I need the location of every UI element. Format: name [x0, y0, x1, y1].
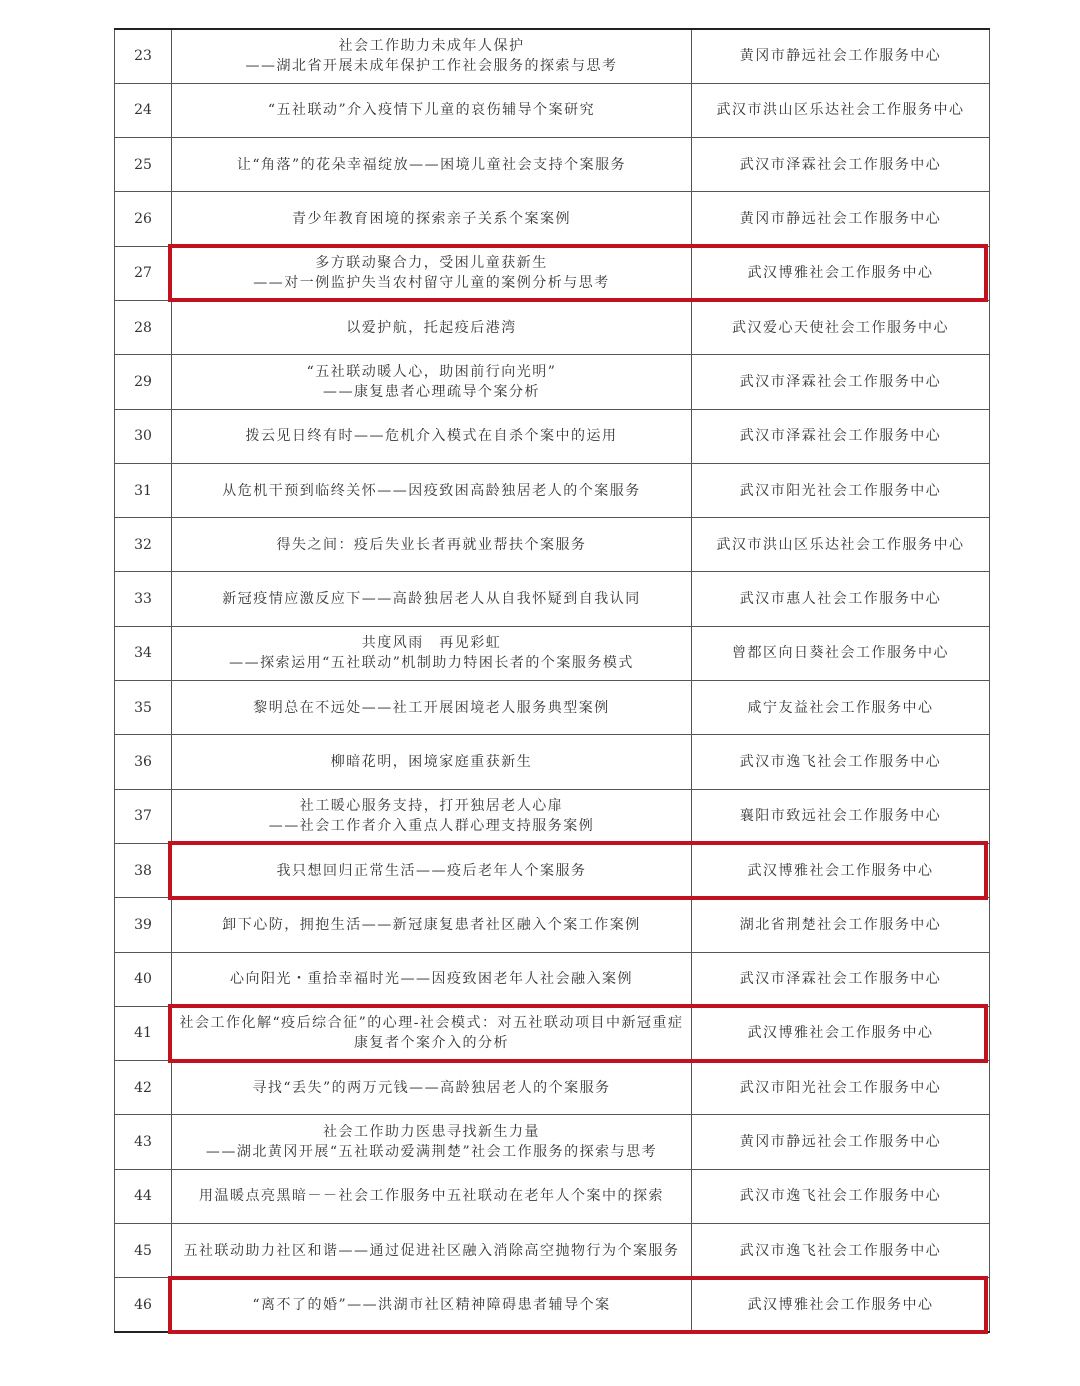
case-title-line: 寻找“丢失”的两万元钱——高龄独居老人的个案服务: [252, 1079, 611, 1096]
row-number: 36: [115, 735, 172, 789]
case-title-cell: [172, 1006, 692, 1060]
case-title-cell: [172, 1115, 692, 1169]
case-title-line: 社工暖心服务支持，打开独居老人心扉: [299, 798, 564, 815]
case-title-cell: [172, 1061, 692, 1115]
table-row: [115, 789, 990, 843]
row-number: 29: [115, 355, 172, 409]
case-title-line: “五社联动”介入疫情下儿童的哀伤辅导个案研究: [267, 102, 596, 119]
organization-cell: 黄冈市静远社会工作服务中心: [692, 192, 990, 246]
organization-cell: 咸宁友益社会工作服务中心: [692, 681, 990, 735]
case-title-line: “五社联动暖人心，助困前行向光明”: [306, 363, 557, 380]
case-title-line: ——湖北省开展未成年保护工作社会服务的探索与思考: [245, 58, 618, 75]
case-title-line: ——对一例监护失当农村留守儿童的案例分析与思考: [253, 275, 610, 292]
table-row: [115, 138, 990, 192]
row-number: 41: [115, 1006, 172, 1060]
table-row: [115, 843, 990, 897]
case-title-cell: [172, 843, 692, 897]
table-row: [115, 1169, 990, 1223]
table-row: [115, 1061, 990, 1115]
row-number: 23: [115, 29, 172, 83]
case-title-line: 卸下心防，拥抱生活——新冠康复患者社区融入个案工作案例: [222, 916, 641, 933]
organization-cell: 武汉市洪山区乐达社会工作服务中心: [692, 518, 990, 572]
row-number: 43: [115, 1115, 172, 1169]
organization-cell: 武汉市逸飞社会工作服务中心: [692, 1224, 990, 1278]
case-list-table: [114, 28, 990, 1333]
table-row: [115, 1006, 990, 1060]
row-number: 40: [115, 952, 172, 1006]
table-row: [115, 681, 990, 735]
case-title-cell: [172, 138, 692, 192]
row-number: 46: [115, 1278, 172, 1332]
case-title-line: 用温暖点亮黑暗－－社会工作服务中五社联动在老年人个案中的探索: [199, 1188, 664, 1205]
organization-cell: 黄冈市静远社会工作服务中心: [692, 29, 990, 83]
case-title-line: 拨云见日终有时——危机介入模式在自杀个案中的运用: [245, 428, 618, 445]
table-row: [115, 898, 990, 952]
row-number: 27: [115, 246, 172, 300]
table-row: [115, 1115, 990, 1169]
organization-cell: 武汉市逸飞社会工作服务中心: [692, 735, 990, 789]
case-title-cell: [172, 952, 692, 1006]
organization-cell: 武汉市洪山区乐达社会工作服务中心: [692, 83, 990, 137]
case-title-cell: [172, 29, 692, 83]
case-title-line: “离不了的婚”——洪湖市社区精神障碍患者辅导个案: [252, 1296, 611, 1313]
row-number: 24: [115, 83, 172, 137]
row-number: 33: [115, 572, 172, 626]
case-title-cell: [172, 898, 692, 952]
case-title-line: 得失之间：疫后失业长者再就业帮扶个案服务: [276, 536, 587, 553]
table-row: [115, 1278, 990, 1332]
table-row: [115, 626, 990, 680]
organization-cell: 武汉市泽霖社会工作服务中心: [692, 138, 990, 192]
organization-cell: 湖北省荆楚社会工作服务中心: [692, 898, 990, 952]
organization-cell: 武汉市惠人社会工作服务中心: [692, 572, 990, 626]
case-title-cell: [172, 300, 692, 354]
case-title-cell: [172, 572, 692, 626]
case-title-line: 心向阳光・重拾幸福时光——因疫致困老年人社会融入案例: [230, 971, 633, 988]
case-title-cell: [172, 409, 692, 463]
table-row: [115, 952, 990, 1006]
table-row: [115, 518, 990, 572]
row-number: 26: [115, 192, 172, 246]
table-row: [115, 409, 990, 463]
organization-cell: 武汉市逸飞社会工作服务中心: [692, 1169, 990, 1223]
row-number: 28: [115, 300, 172, 354]
case-title-cell: [172, 355, 692, 409]
case-title-line: 黎明总在不远处——社工开展困境老人服务典型案例: [253, 699, 610, 716]
case-title-line: 多方联动聚合力，受困儿童获新生: [315, 255, 548, 272]
case-title-cell: [172, 246, 692, 300]
row-number: 32: [115, 518, 172, 572]
row-number: 25: [115, 138, 172, 192]
organization-cell: 武汉爱心天使社会工作服务中心: [692, 300, 990, 354]
case-title-line: 五社联动助力社区和谐——通过促进社区融入消除高空抛物行为个案服务: [183, 1242, 680, 1259]
organization-cell: 武汉博雅社会工作服务中心: [692, 246, 990, 300]
table-body: [115, 29, 990, 1332]
organization-cell: 曾都区向日葵社会工作服务中心: [692, 626, 990, 680]
row-number: 30: [115, 409, 172, 463]
case-title-cell: [172, 83, 692, 137]
organization-cell: 黄冈市静远社会工作服务中心: [692, 1115, 990, 1169]
case-title-line: ——探索运用“五社联动”机制助力特困长者的个案服务模式: [229, 655, 634, 672]
organization-cell: 襄阳市致远社会工作服务中心: [692, 789, 990, 843]
case-title-cell: [172, 192, 692, 246]
table-row: [115, 463, 990, 517]
organization-cell: 武汉博雅社会工作服务中心: [692, 1278, 990, 1332]
case-title-line: 让“角落”的花朵幸福绽放——困境儿童社会支持个案服务: [236, 156, 627, 173]
case-title-cell: [172, 681, 692, 735]
row-number: 44: [115, 1169, 172, 1223]
row-number: 37: [115, 789, 172, 843]
case-title-line: 共度风雨 再见彩虹: [361, 635, 502, 652]
row-number: 34: [115, 626, 172, 680]
organization-cell: 武汉市阳光社会工作服务中心: [692, 463, 990, 517]
case-title-cell: [172, 1224, 692, 1278]
organization-cell: 武汉市泽霖社会工作服务中心: [692, 409, 990, 463]
case-title-cell: [172, 626, 692, 680]
organization-cell: 武汉市泽霖社会工作服务中心: [692, 355, 990, 409]
table-row: [115, 246, 990, 300]
case-title-cell: [172, 789, 692, 843]
row-number: 39: [115, 898, 172, 952]
organization-cell: 武汉市阳光社会工作服务中心: [692, 1061, 990, 1115]
case-title-line: 社会工作化解“疫后综合征”的心理-社会模式：对五社联动项目中新冠重症康复者个案介入的分析: [179, 1015, 684, 1052]
row-number: 38: [115, 843, 172, 897]
organization-cell: 武汉博雅社会工作服务中心: [692, 1006, 990, 1060]
table-row: [115, 300, 990, 354]
case-title-cell: [172, 518, 692, 572]
case-title-line: 青少年教育困境的探索亲子关系个案案例: [292, 211, 571, 228]
organization-cell: 武汉博雅社会工作服务中心: [692, 843, 990, 897]
case-title-line: 柳暗花明，困境家庭重获新生: [330, 754, 533, 770]
case-title-line: 从危机干预到临终关怀——因疫致困高龄独居老人的个案服务: [222, 482, 641, 499]
case-title-line: 以爱护航，托起疫后港湾: [346, 319, 517, 336]
row-number: 35: [115, 681, 172, 735]
organization-cell: 武汉市泽霖社会工作服务中心: [692, 952, 990, 1006]
case-title-cell: [172, 1169, 692, 1223]
case-title-cell: [172, 735, 692, 789]
table-row: [115, 572, 990, 626]
case-title-line: 社会工作助力未成年人保护: [338, 38, 525, 55]
case-title-line: ——湖北黄冈开展“五社联动爱满荆楚”社会工作服务的探索与思考: [205, 1144, 658, 1161]
row-number: 45: [115, 1224, 172, 1278]
table-row: [115, 735, 990, 789]
row-number: 31: [115, 463, 172, 517]
table-row: [115, 29, 990, 83]
case-title-line: ——康复患者心理疏导个案分析: [323, 383, 540, 400]
case-title-line: ——社会工作者介入重点人群心理支持服务案例: [268, 818, 595, 835]
case-title-cell: [172, 1278, 692, 1332]
row-number: 42: [115, 1061, 172, 1115]
table-row: [115, 355, 990, 409]
case-title-line: 我只想回归正常生活——疫后老年人个案服务: [276, 862, 587, 879]
case-title-line: 社会工作助力医患寻找新生力量: [323, 1124, 540, 1141]
table-row: [115, 1224, 990, 1278]
case-title-line: 新冠疫情应激反应下——高龄独居老人从自我怀疑到自我认同: [222, 591, 641, 608]
table-row: [115, 192, 990, 246]
table-row: [115, 83, 990, 137]
case-title-cell: [172, 463, 692, 517]
